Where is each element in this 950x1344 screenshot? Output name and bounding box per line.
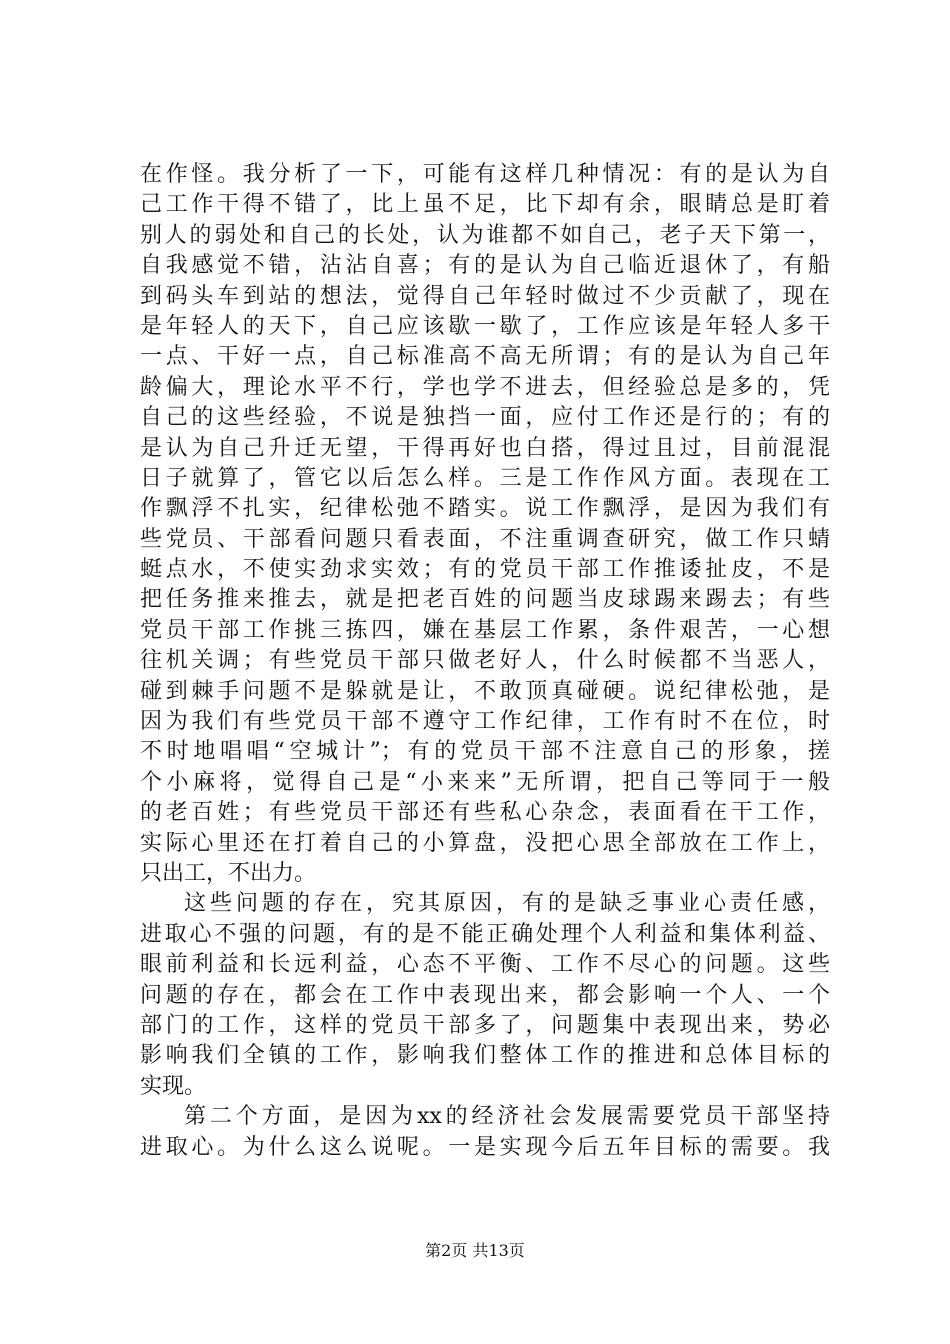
text-line: 往机关调；有些党员干部只做老好人，什么时候都不当恶人， bbox=[140, 648, 830, 674]
text-line: 的老百姓；有些党员干部还有些私心杂念，表面看在干工作， bbox=[140, 800, 830, 826]
text-line: 因为我们有些党员干部不遵守工作纪律，工作有时不在位，时 bbox=[140, 709, 830, 735]
text-line: 碰到棘手问题不是躲就是让，不敢顶真碰硬。说纪律松弛，是 bbox=[140, 678, 830, 704]
text-line: 不时地唱唱“空城计”；有的党员干部不注意自己的形象，搓 bbox=[140, 739, 830, 765]
text-line: 一点、干好一点，自己标准高不高无所谓；有的是认为自己年 bbox=[140, 344, 830, 370]
body-text bbox=[140, 160, 830, 1163]
text-line: 到码头车到站的想法，觉得自己年轻时做过不少贡献了，现在 bbox=[140, 283, 830, 309]
text-line: 些党员、干部看问题只看表面，不注重调查研究，做工作只蜻 bbox=[140, 526, 830, 552]
text-line: 龄偏大，理论水平不行，学也学不进去，但经验总是多的，凭 bbox=[140, 374, 830, 400]
text-line: 部门的工作，这样的党员干部多了，问题集中表现出来，势必 bbox=[140, 1012, 830, 1038]
text-line: 实际心里还在打着自己的小算盘，没把心思全部放在工作上， bbox=[140, 830, 830, 856]
text-line: 第二个方面，是因为xx的经济社会发展需要党员干部坚持 bbox=[184, 1104, 830, 1130]
text-line: 实现。 bbox=[140, 1073, 207, 1099]
text-line: 蜓点水，不使实劲求实效；有的党员干部工作推诿扯皮，不是 bbox=[140, 557, 830, 583]
page-footer: 第2页 共13页 bbox=[425, 1241, 525, 1260]
text-line: 己工作干得不错了，比上虽不足，比下却有余，眼睛总是盯着 bbox=[140, 192, 830, 218]
text-line: 把任务推来推去，就是把老百姓的问题当皮球踢来踢去；有些 bbox=[140, 587, 830, 613]
text-line: 影响我们全镇的工作，影响我们整体工作的推进和总体目标的 bbox=[140, 1043, 830, 1069]
text-line: 眼前利益和长远利益，心态不平衡、工作不尽心的问题。这些 bbox=[140, 952, 830, 978]
text-line: 只出工，不出力。 bbox=[140, 860, 317, 886]
text-line: 进取心不强的问题，有的是不能正确处理个人利益和集体利益、 bbox=[140, 921, 830, 947]
text-line: 在作怪。我分析了一下，可能有这样几种情况：有的是认为自 bbox=[140, 162, 830, 187]
text-line: 是认为自己升迁无望，干得再好也白搭，得过且过，目前混混 bbox=[140, 435, 830, 461]
text-line: 作飘浮不扎实，纪律松弛不踏实。说工作飘浮，是因为我们有 bbox=[140, 496, 830, 522]
text-line: 自己的这些经验，不说是独挡一面，应付工作还是行的；有的 bbox=[140, 405, 830, 431]
text-line: 别人的弱处和自己的长处，认为谁都不如自己，老子天下第一， bbox=[140, 222, 830, 248]
text-line: 自我感觉不错，沾沾自喜；有的是认为自己临近退休了，有船 bbox=[140, 253, 830, 279]
text-line: 个小麻将，觉得自己是“小来来”无所谓，把自己等同于一般 bbox=[140, 769, 830, 795]
text-line: 问题的存在，都会在工作中表现出来，都会影响一个人、一个 bbox=[140, 982, 830, 1008]
text-line: 党员干部工作挑三拣四，嫌在基层工作累，条件艰苦，一心想 bbox=[140, 617, 830, 643]
text-line: 这些问题的存在，究其原因，有的是缺乏事业心责任感， bbox=[184, 891, 830, 917]
text-line: 日子就算了，管它以后怎么样。三是工作作风方面。表现在工 bbox=[140, 465, 830, 491]
text-line: 进取心。为什么这么说呢。一是实现今后五年目标的需要。我 bbox=[140, 1134, 830, 1160]
text-line: 是年轻人的天下，自己应该歇一歇了，工作应该是年轻人多干 bbox=[140, 313, 830, 339]
